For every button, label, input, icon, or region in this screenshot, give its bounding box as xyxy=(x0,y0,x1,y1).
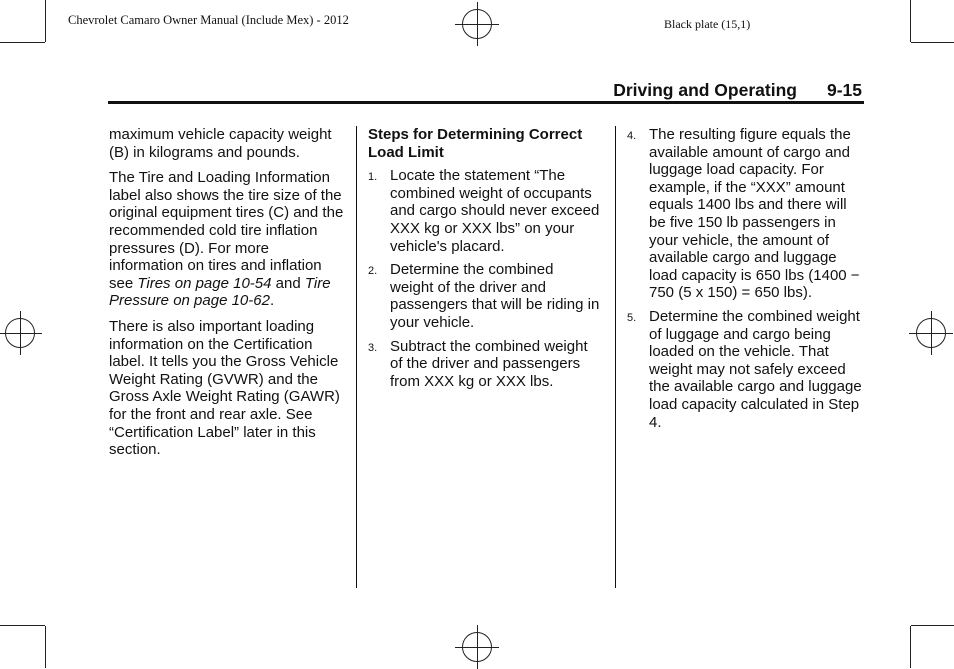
paragraph: There is also important loading information on the Certification label. It tells you the Gross Vehicle Weight Rating (GVWR) and the Gross Axle Weight Rating (GAWR) for the front and rear axle. See “Certification Label” later in this section. xyxy=(109,317,340,459)
step-text: Locate the statement “The combined weight of occupants and cargo should never exceed XXX kg or XXX lbs” on your vehicle's placard. xyxy=(390,167,600,255)
crop-mark xyxy=(911,42,954,43)
step-number: 4. xyxy=(627,130,637,142)
step-text: Determine the combined weight of luggage and cargo being loaded on the vehicle. That weight may not safely exceed the available cargo and luggage load capacity calculated in Step 4. xyxy=(649,307,862,431)
step-number: 5. xyxy=(627,311,637,324)
list-item xyxy=(368,167,600,255)
column-divider xyxy=(615,126,616,588)
section-header xyxy=(560,80,862,101)
list-item xyxy=(368,338,600,391)
registration-mark-icon xyxy=(462,9,492,39)
list-item xyxy=(627,126,867,302)
crop-mark xyxy=(45,626,46,668)
cross-reference-link[interactable]: Tires on page 10-54 xyxy=(137,274,272,292)
manual-title: Chevrolet Camaro Owner Manual (Include Mex) - 2012 xyxy=(68,13,349,27)
paragraph: The Tire and Loading Information label also shows the tire size of the original equipment tires (C) and the recommended cold tire inflation pressures (D). For more information on tires and inflation see Tires on page 10-54 and Tire Pressure on page 10-62. xyxy=(109,169,344,310)
step-text: The resulting figure equals the available amount of cargo and luggage load capacity. For example, if the “XXX” amount equals 1400 lbs and there will be five 150 lb passengers in your vehicle, the amount of available cargo and luggage load capacity is 650 lbs (1400 − 750 (5 x 150) = 650 lbs). xyxy=(649,126,860,302)
column-3 xyxy=(627,126,867,437)
step-number: 1. xyxy=(368,171,378,184)
steps-heading: Steps for Determining Correct Load Limit xyxy=(368,126,583,161)
crop-mark xyxy=(45,0,46,42)
step-text: Determine the combined weight of the driver and passengers that will be riding in your vehicle. xyxy=(390,261,600,331)
crop-mark xyxy=(910,0,911,42)
plate-label: Black plate (15,1) xyxy=(664,17,751,31)
column-1 xyxy=(109,126,345,467)
column-divider xyxy=(356,126,357,588)
crop-mark xyxy=(910,626,911,668)
registration-mark-icon xyxy=(462,632,492,662)
registration-mark-icon xyxy=(916,318,946,348)
crop-mark xyxy=(0,625,45,626)
registration-mark-icon xyxy=(5,318,35,348)
crop-mark xyxy=(0,42,45,43)
list-item xyxy=(627,308,867,431)
page-number: 9-15 xyxy=(826,80,862,100)
step-number: 2. xyxy=(368,265,378,278)
paragraph: maximum vehicle capacity weight (B) in kilograms and pounds. xyxy=(109,126,332,161)
cross-reference-link[interactable]: Tire Pressure on page 10-62 xyxy=(109,274,331,310)
section-title: Driving and Operating xyxy=(613,80,797,100)
header-rule xyxy=(108,101,864,104)
crop-mark xyxy=(911,625,954,626)
list-item xyxy=(368,261,600,331)
step-text: Subtract the combined weight of the driver and passengers from XXX kg or XXX lbs. xyxy=(390,337,588,390)
column-2 xyxy=(368,126,600,396)
step-number: 3. xyxy=(368,341,378,354)
